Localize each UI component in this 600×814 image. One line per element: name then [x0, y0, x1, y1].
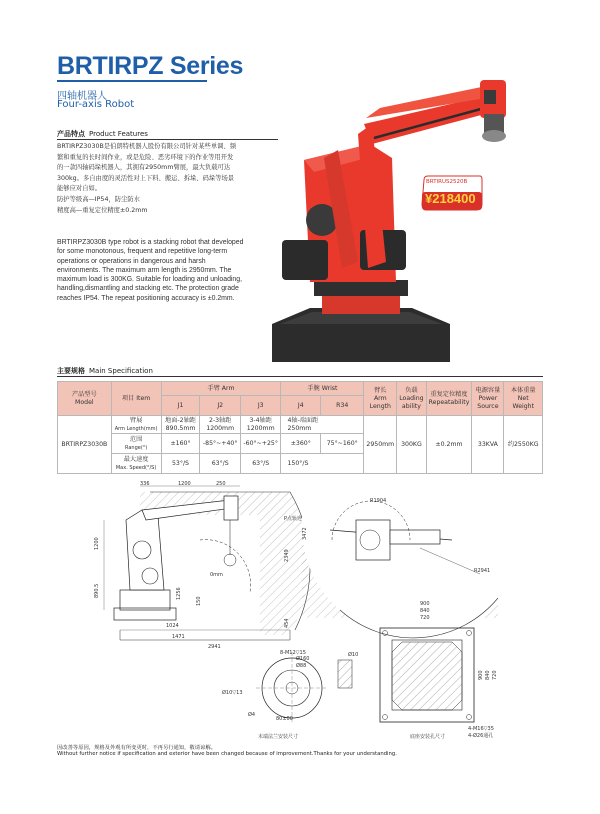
spec-power-value: 33KVA: [472, 416, 504, 474]
flange-b: Ø160: [296, 656, 310, 662]
features-heading: 产品特点 Product Features: [57, 130, 148, 138]
robot-turntable: [322, 294, 400, 314]
spec-speed-j3: 63°/S: [240, 454, 281, 474]
spec-j1-header: J1: [161, 396, 200, 416]
dim-454: 454: [284, 618, 290, 628]
flange-a: 8-M12▽15: [280, 650, 306, 656]
price-tag-value: ¥218400: [425, 191, 476, 206]
spec-load-header: 负载 Loading ability: [397, 382, 426, 416]
dim-1256: 1256: [176, 587, 182, 600]
dim-890: 890.5: [94, 583, 100, 598]
spec-item-header: 项目 Item: [111, 382, 161, 416]
caption-base: 底座安装孔尺寸: [410, 734, 446, 740]
base-drawing: [380, 628, 474, 722]
features-divider: [57, 139, 278, 140]
technical-drawing: [80, 480, 550, 742]
top-view: [302, 488, 498, 638]
spec-speed-j2: 63°/S: [200, 454, 241, 474]
flange-c: Ø88: [296, 663, 307, 669]
base-26: 4-Ø26通孔: [468, 733, 494, 739]
spec-weight-header: 本体重量 Net Weight: [504, 382, 543, 416]
spec-arm-j4: 4轴-端面距 250mm: [281, 416, 364, 434]
dim-1024: 1024: [166, 623, 179, 629]
robot-motor-left: [282, 240, 328, 280]
dim-150: 150: [196, 596, 202, 606]
dim-0mm: 0mm: [210, 572, 223, 578]
flange-g: Ø10: [348, 652, 359, 658]
dim-336: 336: [140, 481, 150, 487]
spec-repeat-value: ±0.2mm: [426, 416, 472, 474]
flange-d: Ø10▽13: [222, 690, 243, 696]
dim-2349: 2349: [284, 549, 290, 562]
dim-2941: 2941: [208, 644, 221, 650]
base-840: 840: [420, 608, 430, 614]
top-r1904: R1904: [370, 498, 387, 504]
base-m16: 4-M16▽35: [468, 726, 494, 732]
flange-e: 80±00: [276, 716, 293, 722]
spec-wrist-header: 手腕 Wrist: [281, 382, 364, 396]
spec-model-value: BRTIRPZ3030B: [58, 416, 112, 474]
base-720: 720: [420, 615, 430, 621]
spec-row-arm-label: 臂展 Arm Length(mm): [111, 416, 161, 434]
spec-speed-j4: 150°/S: [281, 454, 364, 474]
dim-250: 250: [216, 481, 226, 487]
base-900v: 900: [478, 670, 484, 680]
spec-arm-j1: 地面-2轴距 890.5mm: [161, 416, 200, 434]
spec-armlen-value: 2950mm: [364, 416, 397, 474]
spec-table: [57, 381, 543, 474]
dim-1471: 1471: [172, 634, 185, 640]
footnote-en: Without further notice if specification and exterior have been changed because of improvement.Thanks for your understanding.: [57, 751, 397, 757]
spec-arm-header: 手臂 Arm: [161, 382, 281, 396]
spec-range-j3: -60°~+25°: [240, 434, 281, 454]
spec-speed-j1: 53°/S: [161, 454, 200, 474]
series-title: BRTIRPZ Series: [57, 52, 244, 80]
spec-arm-j2: 2-3轴距 1200mm: [200, 416, 241, 434]
title-underline: [57, 80, 207, 82]
spec-range-j2: -85°~+40°: [200, 434, 241, 454]
base-720v: 720: [492, 670, 498, 680]
dim-1200-v: 1200: [94, 537, 100, 550]
spec-r34-header: R34: [321, 396, 364, 416]
dim-1200-h: 1200: [178, 481, 191, 487]
top-r2941: R2941: [474, 568, 491, 574]
spec-row-speed-label: 最大速度 Max. Speed(°/S): [111, 454, 161, 474]
spec-power-header: 电源容量 Power Source: [472, 382, 504, 416]
spec-row-range-label: 范围 Range(°): [111, 434, 161, 454]
robot-illustration: [262, 62, 552, 372]
spec-weight-value: 约2550KG: [504, 416, 543, 474]
flange-f: Ø4: [248, 712, 256, 718]
base-900: 900: [420, 601, 430, 607]
features-cn-text: BRTIRPZ3030B是伯朗特机器人股份有限公司针对某些单调、频 繁和重复的长时间作业，或是危险、恶劣环境下的作业等用开发 的一款四轴码垛机器人，其拥有2950mm臂展，最大负载可达 300kg。多自由度的灵活性对上下料、搬运、拆垛、码垛等场景 能够应对自如。 防护等级高—IP54，防尘防水 精度高—重复定位精度±0.2mm: [57, 143, 237, 214]
spec-armlen-header: 臂长 Arm Length: [364, 382, 397, 416]
subtitle-en: Four-axis Robot: [57, 99, 135, 110]
spec-load-value: 300KG: [397, 416, 426, 474]
spec-range-j1: ±160°: [161, 434, 200, 454]
spec-repeat-header: 重复定位精度 Repeatability: [426, 382, 472, 416]
caption-flange: 末端法兰安装尺寸: [258, 734, 299, 740]
price-tag-model: BRTIRUS2520B: [426, 179, 468, 185]
spec-heading: 主要规格 Main Specification: [57, 367, 153, 375]
footnote-cn: 因改善等原因，规格及外观有所变更时，不再另行通知，敬请谅解。: [57, 745, 216, 751]
spec-j2-header: J2: [200, 396, 241, 416]
features-en-text: BRTIRPZ3030B type robot is a stacking robot that developed for some monotonous, frequent and repetitive long-term operations or operations in dangerous and harsh environments. The maximum arm length is 2950mm. The maximum load is 300KG. Suitable for loading and unloading, handling,dismantling and stacking etc. The protection grade reaches IP54. The repeat positioning accuracy is ±0.2mm.: [57, 239, 244, 302]
spec-model-header: 产品型号 Model: [58, 382, 112, 416]
base-840v: 840: [485, 670, 491, 680]
subtitle-cn: 四轴机器人: [57, 91, 107, 102]
spec-j4-header: J4: [281, 396, 321, 416]
spec-divider: [57, 376, 543, 377]
spec-j3-header: J3: [240, 396, 281, 416]
top-p-label: P点轨迹: [284, 516, 303, 522]
spec-arm-j3: 3-4轴距 1200mm: [240, 416, 281, 434]
spec-range-r34: 75°~160°: [321, 434, 364, 454]
side-view: [104, 486, 310, 640]
top-3472: 3472: [302, 527, 308, 540]
spec-range-j4: ±360°: [281, 434, 321, 454]
